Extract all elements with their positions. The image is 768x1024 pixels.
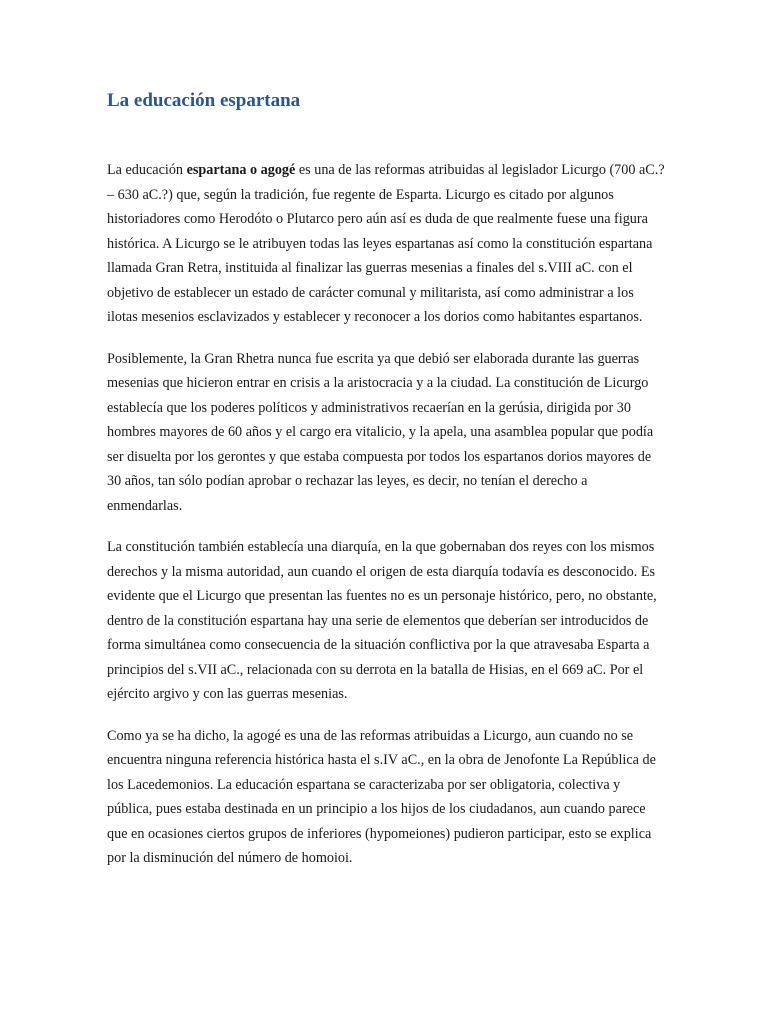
- paragraph-4: Como ya se ha dicho, la agogé es una de las reformas atribuidas a Licurgo, aun cuando no se encuentra ninguna referencia histórica hasta el s.IV aC., en la obra de Jenofonte La República de los Lacedemonios. La educación espartana se caracterizaba por ser obligatoria, colectiva y pública, pues estaba destinada en un principio a los hijos de los ciudadanos, aun cuando parece que en ocasiones ciertos grupos de inferiores (hypomeiones) pudieron participar, esto se explica por la disminución del número de homoioi.: [107, 727, 656, 866]
- document-title: La educación espartana: [107, 90, 301, 111]
- paragraph-1-body: es una de las reformas atribuidas al legislador Licurgo (700 aC.? – 630 aC.?) que, según la tradición, fue regente de Esparta. Licurgo es citado por algunos historiadores como Herodóto o Plutarco pero aún así es duda de que realmente fuese una figura histórica. A Licurgo se le atribuyen todas las leyes espartanas así como la constitución espartana llamada Gran Retra, instituida al finalizar las guerras mesenias a finales del s.VIII aC. con el objetivo de establecer un estado de carácter comunal y militarista, así como administrar a los ilotas mesenios esclavizados y establecer y reconocer a los dorios como habitantes espartanos.: [107, 162, 665, 325]
- paragraph-2: Posiblemente, la Gran Rhetra nunca fue escrita ya que debió ser elaborada durante las guerras mesenias que hicieron entrar en crisis a la aristocracia y a la ciudad. La constitución de Licurgo establecía que los poderes políticos y administrativos recaerían en la gerúsia, dirigida por 30 hombres mayores de 60 años y el cargo era vitalicio, y la apela, una asamblea popular que podía ser disuelta por los gerontes y que estaba compuesta por todos los espartanos dorios mayores de 30 años, tan sólo podían aprobar o rechazar las leyes, es decir, no tenían el derecho a enmendarlas.: [107, 350, 654, 514]
- paragraph-1-intro: La educación: [107, 162, 187, 178]
- paragraph-3: La constitución también establecía una diarquía, en la que gobernaban dos reyes con los mismos derechos y la misma autoridad, aun cuando el origen de esta diarquía todavía es desconocido. Es evidente que el Licurgo que presentan las fuentes no es un personaje histórico, pero, no obstante, dentro de la constitución espartana hay una serie de elementos que deberían ser introducidos de forma simultánea como consecuencia de la situación conflictiva por la que atravesaba Esparta a principios del s.VII aC., relacionada con su derrota en la batalla de Hisias, en el 669 aC. Por el ejército argivo y con las guerras mesenias.: [107, 539, 657, 702]
- paragraph-1-bold-term: espartana o agogé: [186, 162, 296, 178]
- paragraph-1: [107, 158, 666, 330]
